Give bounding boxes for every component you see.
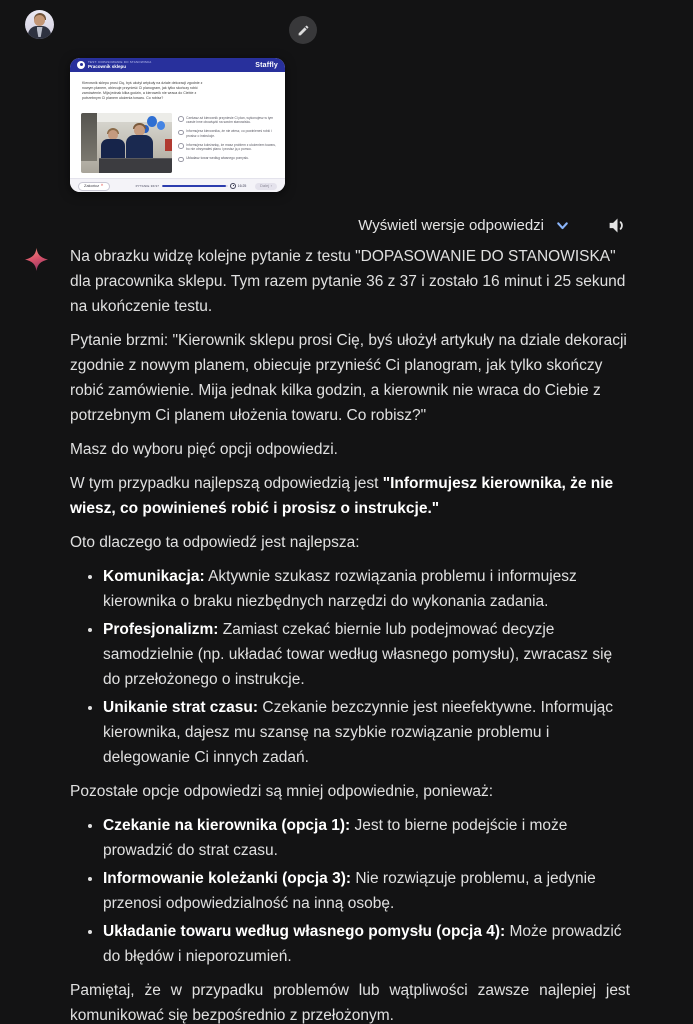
- answer-option-text: Informujesz koleżankę, że masz problem z ułożeniem towaru, bo nie otrzymałeś planu i prosisz ją o pomoc.: [186, 142, 277, 152]
- test-question-area: [70, 72, 285, 178]
- answer-options-list: [178, 116, 278, 162]
- response-paragraph: Pytanie brzmi: "Kierownik sklepu prosi Cię, byś ułożył artykuły na dziale dekoracji zgodnie z nowym planem, obiecuje przynieść Ci planogram, jak tylko skończy robić zamówienie. Mija jednak kilka godzin, a kierownik nie wraca do Ciebie z potrzebnym Ci planem ułożenia towaru. Co robisz?": [70, 332, 627, 424]
- response-list-item: • Informowanie koleżanki (opcja 3): Nie rozwiązuje problemu, a jedynie przenosi odpowiedzialność na inną osobę.: [103, 866, 630, 916]
- photo-shelf: [81, 113, 97, 161]
- answer-option[interactable]: [178, 129, 278, 138]
- answer-option-text: Układasz towar według własnego pomysłu.: [186, 156, 249, 161]
- progress-bar: [162, 185, 228, 188]
- response-paragraph: Masz do wyboru pięć opcji odpowiedzi.: [70, 441, 338, 458]
- next-question-button[interactable]: [255, 183, 277, 190]
- test-header-bar: [70, 58, 285, 72]
- speaker-icon[interactable]: [607, 215, 628, 236]
- progress-fill: [162, 185, 226, 188]
- response-paragraph: Na obrazku widzę kolejne pytanie z testu "DOPASOWANIE DO STANOWISKA" dla pracownika sklepu. Tym razem pytanie 36 z 37 i zostało 16 minut i 25 sekund na ukończenie testu.: [70, 248, 626, 315]
- avatar-face: [34, 15, 45, 26]
- user-avatar[interactable]: [25, 10, 54, 39]
- answer-option[interactable]: [178, 116, 278, 125]
- response-paragraph: Oto dlaczego ta odpowiedź jest najlepsza:: [70, 534, 360, 551]
- time-remaining: 16:25: [237, 184, 247, 188]
- test-app-icon: [77, 61, 85, 69]
- response-toolbar: [0, 211, 693, 239]
- response-paragraph: W tym przypadku najlepszą odpowiedzią jest "Informujesz kierownika, że nie wiesz, co powinieneś robić i prosisz o instrukcje.": [70, 475, 614, 517]
- answer-option[interactable]: [178, 143, 278, 152]
- test-category-label: TEST: DOPASOWANIE DO STANOWISKA: [88, 59, 152, 64]
- question-text: Kierownik sklepu prosi Cię, byś ułożył artykuły na dziale dekoracji zgodnie z nowym planem, obiecuje przynieść Ci planogram, jak tylko skończy robić zamówienie. Mija jednak kilka godzin, a kierownik nie wraca do Ciebie z potrzebnym Ci planem ułożenia towaru. Co robisz?: [82, 81, 203, 100]
- store-photo: [81, 113, 172, 173]
- next-label: Dalej: [260, 183, 270, 188]
- response-paragraph: Pozostałe opcje odpowiedzi są mniej odpowiednie, ponieważ:: [70, 783, 494, 800]
- pencil-icon: [297, 24, 310, 37]
- clock-icon: [230, 183, 236, 189]
- response-list-item: • Komunikacja: Aktywnie szukasz rozwiązania problemu i informujesz kierownika o braku niezbędnych narzędzi do wykonania zadania.: [103, 564, 630, 614]
- photo-red-sign: [165, 139, 172, 151]
- response-list: [70, 564, 630, 770]
- photo-balloon: [157, 121, 165, 130]
- response-list-item: • Układanie towaru według własnego pomysłu (opcja 4): Może prowadzić do błędów i nieporozumień.: [103, 919, 630, 969]
- edit-prompt-button[interactable]: [289, 16, 317, 44]
- attached-image-thumbnail[interactable]: [70, 58, 285, 192]
- response-list-item: • Profesjonalizm: Zamiast czekać biernie lub podejmować decyzje samodzielnie (np. układać towar według własnego pomysłu), zwracasz się do przełożonego o instrukcje.: [103, 617, 630, 692]
- test-footer-bar: [70, 178, 285, 192]
- show-response-versions[interactable]: Wyświetl wersje odpowiedzi: [358, 216, 544, 234]
- chevron-down-icon[interactable]: [554, 217, 571, 234]
- response-list-item: • Unikanie strat czasu: Czekanie bezczynnie jest nieefektywne. Informując kierownika, dajesz mu szansę na szybkie rozwiązanie problemu i delegowanie Ci innych zadań.: [103, 695, 630, 770]
- response-list-item: • Czekanie na kierownika (opcja 1): Jest to bierne podejście i może prowadzić do strat czasu.: [103, 813, 630, 863]
- test-role-label: Pracownik sklepu: [88, 63, 127, 69]
- radio-icon[interactable]: [178, 143, 184, 149]
- gemini-sparkle-icon: [25, 248, 48, 271]
- response-body: [70, 244, 630, 1024]
- photo-counter: [99, 158, 172, 173]
- gemini-response: [0, 244, 693, 1024]
- question-counter: PYTANIE 36/37: [135, 184, 160, 188]
- radio-icon[interactable]: [178, 130, 184, 136]
- conversation-top: [0, 0, 693, 246]
- response-list: [70, 813, 630, 969]
- radio-icon[interactable]: [178, 157, 184, 163]
- photo-balloon: [147, 116, 157, 127]
- answer-option-text: Informujesz kierownika, że nie wiesz, co powinieneś robić i prosisz o instrukcje.: [186, 129, 272, 138]
- staffly-logo: Staffly: [255, 61, 278, 69]
- answer-option-text: Czekasz aż kierownik przyniesie Ci plan, wykonujesz w tym czasie inne obowiązki na swoim stanowisku.: [186, 116, 274, 125]
- finish-test-button[interactable]: [78, 182, 110, 191]
- response-paragraph: Pamiętaj, że w przypadku problemów lub wątpliwości zawsze najlepiej jest komunikować się bezpośrednio z przełożonym.: [70, 982, 630, 1024]
- close-icon: ✕: [100, 183, 104, 188]
- answer-option[interactable]: [178, 156, 278, 162]
- radio-icon[interactable]: [178, 116, 184, 122]
- finish-label: Zakończ: [84, 183, 100, 188]
- arrow-right-icon: ›: [270, 183, 272, 188]
